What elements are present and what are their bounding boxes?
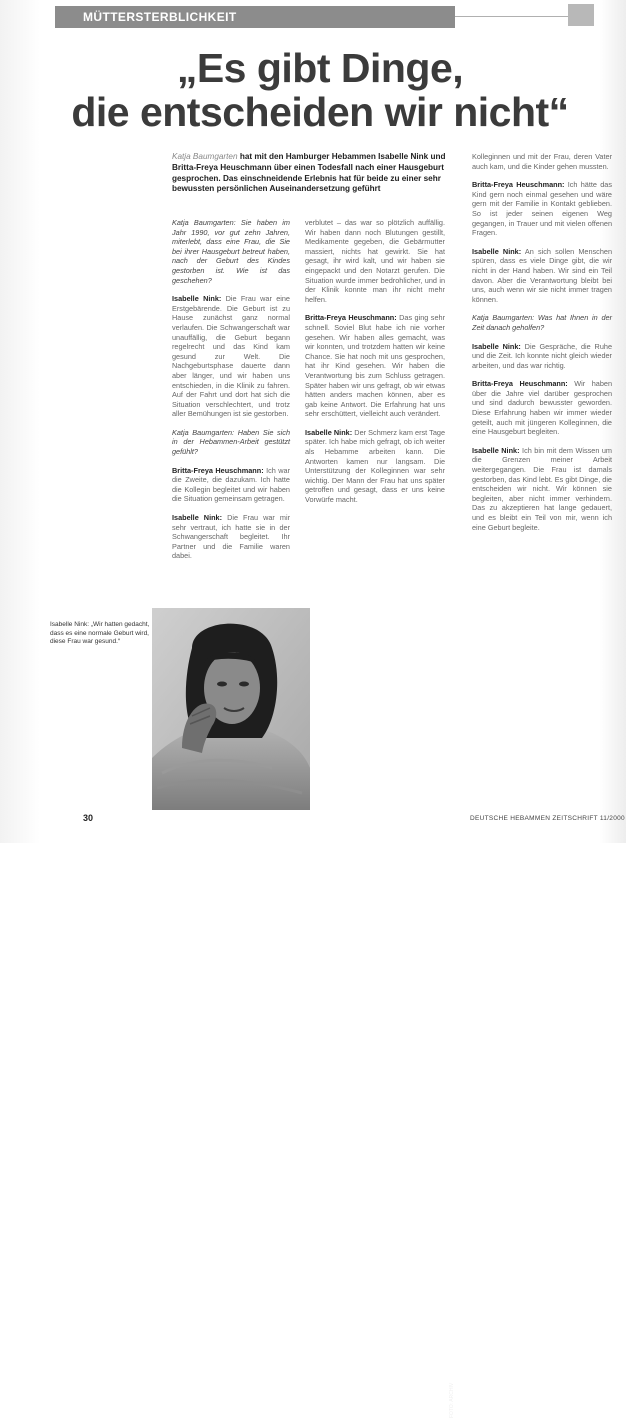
paragraph: Kolleginnen und mit der Frau, deren Vater auch kam, und die Kinder gehen mussten. [472,152,612,171]
answer [472,379,612,437]
answer-text: Wir haben über die Jahre viel darüber gesprochen und sind dadurch bewusster geworden. Diese Erfahrung haben wir immer wieder geteilt, auch mit jüngeren Kolleginnen, die eine Hausgeburt begleiten. [472,379,613,437]
headline-line-1: „Es gibt Dinge, [176,45,464,91]
rubric-bar [55,6,455,28]
speaker: Britta-Freya Heuschmann: [305,313,397,323]
lead-text: hat mit den Hamburger Hebammen Isabelle Nink und Britta-Freya Heuschmann über einen Todesfall nach einer Hausgeburt gesprochen. Das einschneidende Erlebnis hat für beide zu einer sehr bewussten persönlichen Auseinandersetzung geführt [172,152,446,194]
answer [172,294,290,419]
rubric-label: MÜTTERSTERBLICHKEIT [83,10,237,24]
speaker: Isabelle Nink: [305,427,353,437]
speaker: Isabelle Nink: [172,294,222,304]
answer-text: Der Schmerz kam erst Tage später. Ich habe mich gefragt, ob ich weiter als Hebamme arbeiten kann. Die Antworten kamen nur langsam. Die Unterstützung der Kolleginnen war sehr wichtig. Der Mann der Frau hat uns später getroffen und gesagt, dass er uns keine Vorwürfe macht. [305,427,446,505]
portrait-photo [152,608,455,1418]
answer [305,428,445,505]
answer [472,446,612,532]
answer-text: An sich sollen Menschen spüren, dass es viele Dinge gibt, die wir nicht in der Hand haben. Wir sind ein Teil davon. Aber die Verantwortung bleibt bei uns, auch wenn wir sie nicht immer tragen können. [472,246,613,304]
question: Katja Baumgarten: Haben Sie sich in der Hebammen-Arbeit gestützt gefühlt? [172,427,290,457]
page-number: 30 [83,813,94,823]
answer-text: Das ging sehr schnell. Soviel Blut habe ich nie vorher gesehen. Wir haben alles gemacht, was wir konnten, und trotzdem hatten wir keine Chance. Sie hat noch mit uns gesprochen, hat ihr Kind gesehen. Wir haben die Verantwortung bis zum Schluss getragen. Später haben wir uns gefragt, ob wir etwas hätten anders machen können, aber es gab keine Antwort. Die Erfahrung hat uns sehr erschüttert, vielleicht auch verändert. [305,313,445,419]
answer-text: Die Frau war eine Erstgebärende. Die Geburt ist zu Hause zunächst ganz normal verlaufen. Die Schwangerschaft war unauffällig, die Geburt begann regelrecht und das Kind kam gesund zur Welt. Die Nachgeburtsphase dauerte dann aber länger, und wir haben uns entschieden, in die Klinik zu fahren. Auf der Fahrt und dort hat sich die Situation verschlechtert, und trotz aller Bemühungen ist sie gestorben. [172,294,290,419]
photo-credit: FOTO: ARCHIV [449,1382,455,1418]
photo-caption: Isabelle Nink: „Wir hatten gedacht, dass es eine normale Geburt wird, diese Frau war gesund.“ [50,621,150,645]
speaker: Isabelle Nink: [172,513,223,523]
headline [40,46,600,134]
question: Katja Baumgarten: Was hat Ihnen in der Zeit danach geholfen? [472,313,612,332]
text-column-1 [172,218,290,570]
answer-text: Ich bin mit dem Wissen um die Grenzen meiner Arbeit weitergegangen. Die Frau ist damals gestorben, das Kind lebt. Es gibt Dinge, die entscheiden wir nicht. Wir können sie begleiten, aber nicht immer verhindern. Das zu akzeptieren hat lange gedauert, und es bleibt ein Teil von mir, wenn ich eine Geburt begleite. [472,445,613,532]
speaker: Britta-Freya Heuschmann: [472,180,565,190]
answer-text: Die Frau war mir sehr vertraut, ich hatte sie in der Schwangerschaft begleitet. Ihr Partner und die Familie waren dabei. [172,513,290,561]
rubric-box [568,4,594,26]
answer [172,513,290,561]
answer [172,466,290,504]
speaker: Britta-Freya Heuschmann: [172,465,264,475]
speaker: Isabelle Nink: [472,341,521,351]
text-column-3 [472,152,612,541]
headline-line-2: die entscheiden wir nicht“ [71,89,569,135]
publication-footer: DEUTSCHE HEBAMMEN ZEITSCHRIFT 11/2000 [470,815,625,822]
rubric-rule [455,16,570,17]
answer-text: Die Gespräche, die Ruhe und die Zeit. Ich konnte nicht gleich wieder arbeiten, und das war richtig. [472,341,612,370]
paragraph: verblutet – das war so plötzlich auffällig. Wir haben dann noch Blutungen gestillt, Medikamente gegeben, die Gebärmutter massiert, nichts hat gewirkt. Sie hat gesagt, ihr wird kalt, und wir haben sie eingepackt und den Notarzt gerufen. Die Situation wurde immer bedrohlicher, und in der Klinik konnte man ihr nicht mehr helfen. [305,218,445,304]
lead-paragraph [172,152,450,195]
answer [472,180,612,238]
answer [472,247,612,305]
text-column-2 [305,218,445,514]
answer-text: Ich hätte das Kind gern noch einmal gesehen und wäre gern mit der Familie in Kontakt geblieben. So ist jeder seinen eigenen Weg gegangen, in Trauer und mit vielen offenen Fragen. [472,180,612,238]
answer [305,313,445,419]
answer [472,342,612,371]
portrait-photo-illustration [152,608,310,810]
speaker: Isabelle Nink: [472,445,520,455]
answer-text: Ich war die Zweite, die dazukam. Ich hatte die Kollegin begleitet und wir haben die Situation gemeinsam getragen. [172,465,290,504]
question: Katja Baumgarten: Sie haben im Jahr 1990, vor gut zehn Jahren, miterlebt, dass eine Frau, die Sie bei ihrer Hausgeburt betreut haben, nach der Geburt des Kindes gestorben ist. Wie ist das geschehen? [172,218,290,285]
lead-author: Katja Baumgarten [172,152,238,161]
speaker: Britta-Freya Heuschmann: [472,379,568,389]
speaker: Isabelle Nink: [472,246,522,256]
